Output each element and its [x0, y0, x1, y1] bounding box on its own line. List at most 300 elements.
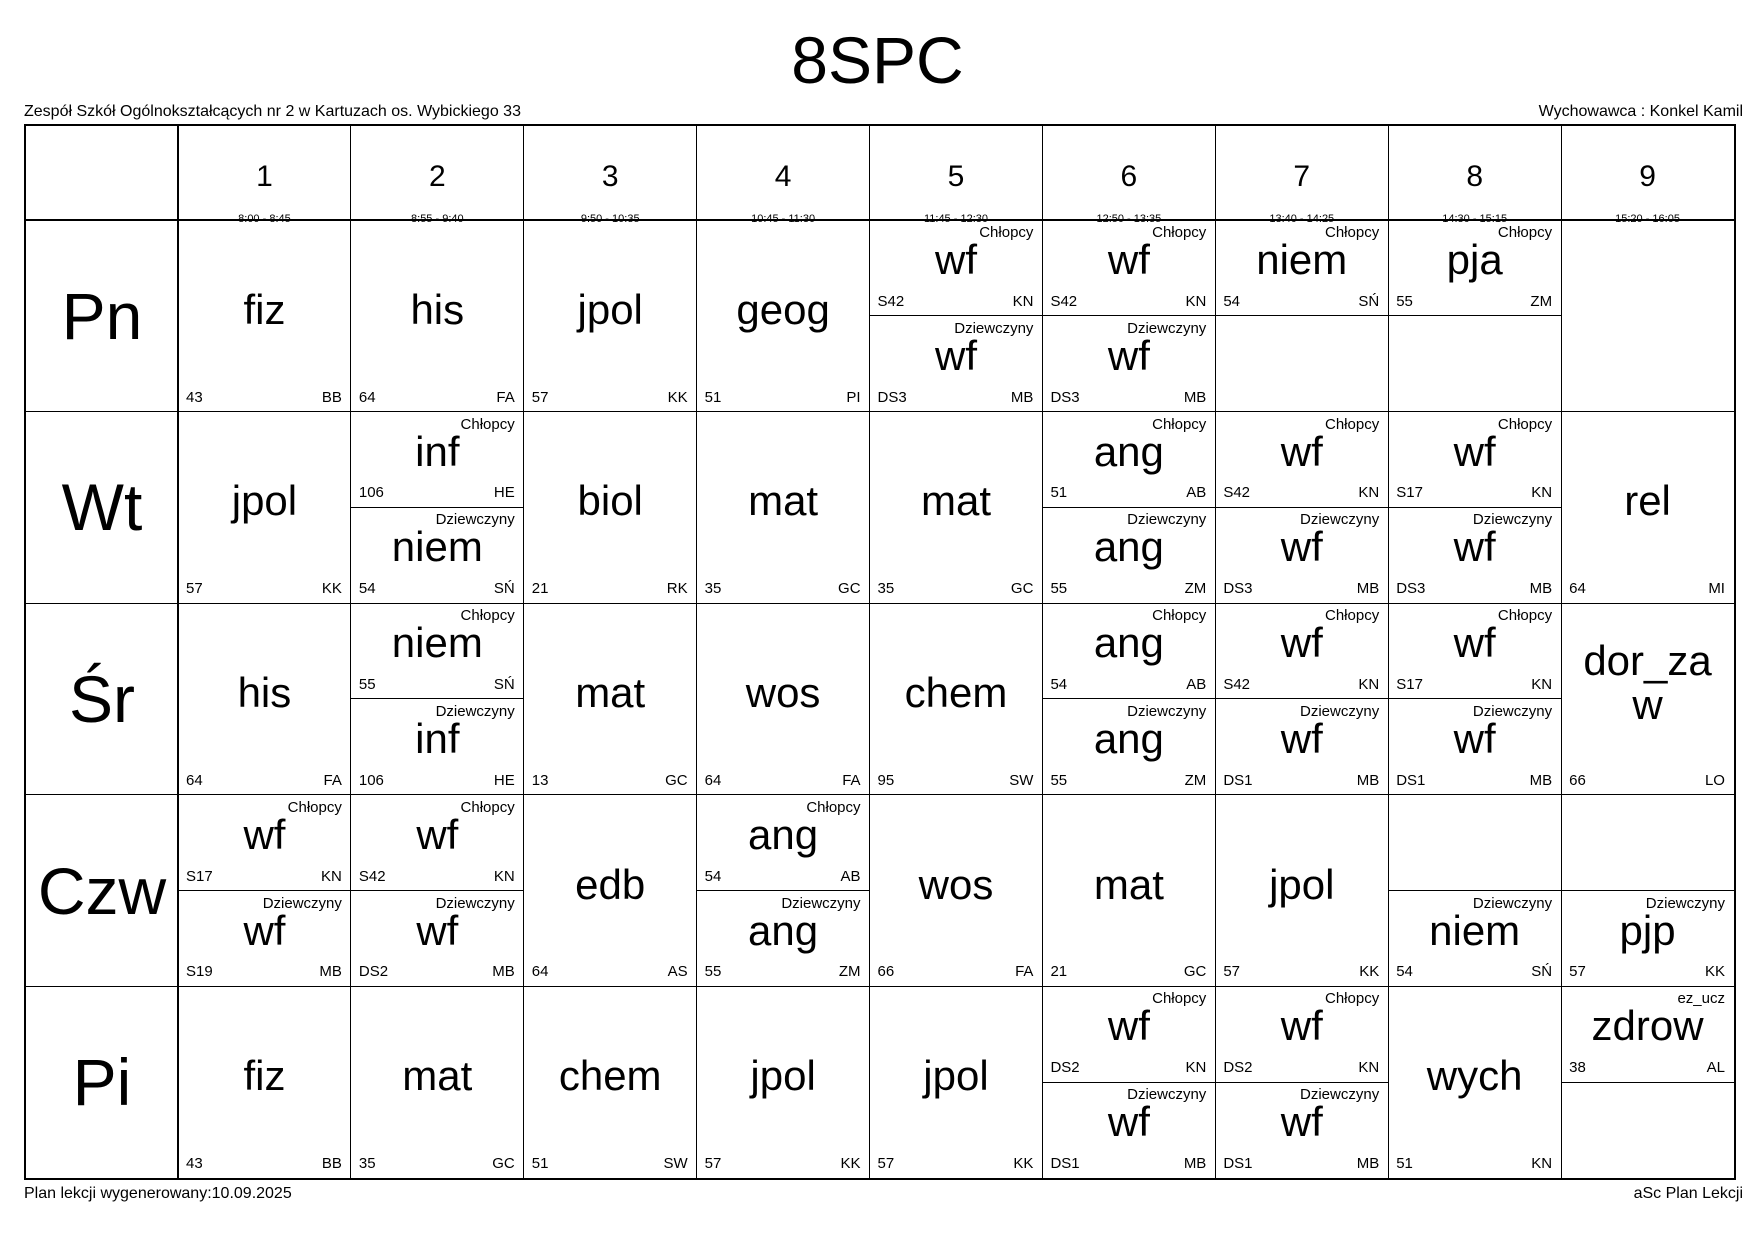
subject-name: wos: [745, 668, 821, 716]
subject-name: wf: [934, 236, 977, 283]
group-label: Chłopcy: [460, 607, 515, 625]
subject-name: mat: [748, 477, 819, 525]
period-header: [1215, 126, 1388, 220]
teacher-code: GC: [1010, 580, 1034, 598]
lesson-cell: [351, 795, 524, 987]
subject-name: wych: [1426, 1052, 1523, 1100]
subject-name: wf: [1107, 236, 1150, 283]
grid-line: [1215, 126, 1216, 1178]
subject-name: wf: [1280, 619, 1323, 667]
period-header: [697, 126, 870, 220]
subject-name: mat: [920, 477, 991, 525]
subject-name: wf: [1280, 1098, 1323, 1146]
grid-line: [696, 126, 697, 1178]
period-number: 9: [1639, 160, 1656, 193]
lesson-cell: [1042, 603, 1215, 795]
group-label: Chłopcy: [1325, 415, 1380, 433]
subject-name: zdrow: [1591, 1002, 1704, 1050]
grid-line: [26, 219, 1734, 221]
group-label: Dziewczyny: [1127, 511, 1207, 529]
group-label: Dziewczyny: [781, 894, 861, 912]
room-number: 64: [358, 388, 376, 406]
lesson-cell: [178, 412, 351, 604]
group-label: Chłopcy: [460, 415, 515, 433]
teacher-code: FA: [1015, 963, 1034, 981]
subject-name: wos: [918, 860, 994, 908]
lesson-cell: [1561, 795, 1734, 987]
room-number: S17: [1396, 484, 1423, 502]
teacher-code: HE: [493, 771, 515, 789]
subject-name: mat: [402, 1052, 473, 1100]
split-line: [1215, 315, 1388, 316]
split-line: [1042, 315, 1215, 316]
group-label: Dziewczyny: [1645, 894, 1725, 912]
room-number: 106: [358, 484, 384, 502]
subject-name: wf: [1280, 714, 1323, 762]
teacher-code: BB: [321, 388, 342, 406]
group-label: Chłopcy: [1497, 607, 1553, 625]
subject-name: his: [410, 285, 465, 333]
lesson-cell: [351, 220, 524, 412]
generated-date: Plan lekcji wygenerowany:10.09.2025: [24, 1185, 292, 1202]
lesson-cell: [1215, 795, 1388, 987]
room-number: 55: [1396, 292, 1413, 310]
teacher-code: SŃ: [1358, 292, 1380, 310]
period-number: 3: [601, 160, 619, 193]
grid-line: [1042, 126, 1043, 1178]
subject-name: wf: [416, 810, 459, 858]
subject-name: inf: [415, 427, 460, 475]
subject-name: wf: [1280, 523, 1323, 571]
subject-name: wf: [934, 331, 977, 379]
room-number: 55: [704, 963, 722, 981]
day-label: Czw: [37, 853, 167, 928]
teacher-code: KN: [321, 867, 342, 885]
lesson-cell: [1215, 603, 1388, 795]
lesson-cell: [697, 412, 870, 604]
subject-name: ang: [1093, 523, 1164, 571]
room-number: 35: [358, 1154, 376, 1172]
split-line: [1042, 507, 1215, 508]
room-number: DS3: [1050, 388, 1080, 406]
timetable-grid: [24, 124, 1736, 1180]
school-name: Zespół Szkół Ogólnokształcących nr 2 w Kartuzach os. Wybickiego 33: [24, 103, 521, 120]
teacher-code: MB: [1183, 1154, 1207, 1172]
group-label: Dziewczyny: [1472, 511, 1553, 529]
room-number: DS1: [1396, 771, 1426, 789]
teacher-code: KN: [1531, 484, 1553, 502]
room-number: S42: [1223, 484, 1251, 502]
room-number: 38: [1569, 1059, 1586, 1077]
teacher-code: ZM: [1530, 292, 1553, 310]
lesson-cell: [697, 603, 870, 795]
room-number: 57: [1223, 963, 1241, 981]
group-label: Dziewczyny: [1472, 702, 1553, 720]
group-label: Dziewczyny: [1300, 511, 1380, 529]
teacher-code: SŃ: [493, 580, 515, 598]
teacher-code: KN: [493, 867, 515, 885]
split-line: [1042, 698, 1215, 699]
room-number: 35: [704, 580, 722, 598]
teacher-code: KN: [1358, 484, 1380, 502]
lesson-cell: [1042, 412, 1215, 604]
split-line: [1215, 507, 1388, 508]
lesson-cell: [1042, 220, 1215, 412]
lesson-cell: [351, 603, 524, 795]
subject-name: edb: [575, 860, 646, 908]
room-number: DS3: [1396, 580, 1426, 598]
split-line: [1388, 698, 1561, 699]
room-number: 51: [1396, 1154, 1413, 1172]
group-label: Dziewczyny: [435, 894, 515, 912]
room-number: 54: [1223, 292, 1241, 310]
subject-name: wf: [1453, 714, 1496, 762]
teacher-code: KK: [1013, 1154, 1034, 1172]
period-header: [178, 126, 351, 220]
room-number: DS1: [1223, 771, 1253, 789]
split-line: [697, 890, 870, 891]
split-line: [1042, 1082, 1215, 1083]
lesson-cell: [1388, 603, 1561, 795]
subject-name: dor_za w: [1583, 637, 1712, 729]
lesson-cell: [1215, 220, 1388, 412]
lesson-cell: [1042, 986, 1215, 1178]
teacher-code: GC: [492, 1154, 515, 1172]
subject-name: jpol: [923, 1052, 989, 1100]
lesson-cell: [697, 986, 870, 1178]
split-line: [178, 890, 351, 891]
subject-name: wf: [416, 906, 459, 954]
lesson-cell: [178, 986, 351, 1178]
group-label: Dziewczyny: [262, 894, 342, 912]
teacher-code: MI: [1708, 580, 1725, 598]
period-header: [524, 126, 697, 220]
group-label: Dziewczyny: [1300, 702, 1380, 720]
period-number: 6: [1120, 160, 1138, 193]
room-number: 54: [358, 580, 376, 598]
lesson-cell: [1561, 986, 1734, 1178]
teacher-code: MB: [319, 963, 342, 981]
teacher-code: KN: [1185, 1059, 1207, 1077]
subject-name: jpol: [750, 1052, 816, 1100]
subject-name: ang: [1093, 619, 1164, 667]
room-number: 64: [186, 771, 203, 789]
subject-name: pjp: [1619, 906, 1676, 954]
teacher-code: KN: [1531, 1154, 1553, 1172]
subject-name: mat: [1093, 860, 1164, 908]
lesson-cell: [1388, 220, 1561, 412]
lesson-cell: [1388, 986, 1561, 1178]
teacher-code: KN: [1012, 292, 1034, 310]
period-header: [1388, 126, 1561, 220]
subject-name: wf: [1107, 1098, 1150, 1146]
room-number: 106: [358, 771, 384, 789]
teacher-code: HE: [493, 484, 515, 502]
teacher-code: KK: [667, 388, 688, 406]
room-number: 64: [531, 963, 549, 981]
room-number: S42: [358, 867, 386, 885]
subject-name: ang: [1093, 714, 1164, 762]
group-label: Dziewczyny: [1127, 702, 1207, 720]
day-label: Śr: [69, 661, 135, 736]
lesson-cell: [524, 412, 697, 604]
teacher-code: AS: [667, 963, 688, 981]
teacher-code: MB: [1010, 388, 1034, 406]
room-number: 51: [531, 1154, 549, 1172]
teacher-code: PI: [846, 388, 861, 406]
subject-name: niem: [391, 619, 483, 667]
lesson-cell: [870, 412, 1043, 604]
room-number: 95: [877, 771, 895, 789]
room-number: DS3: [877, 388, 907, 406]
subject-name: wf: [1280, 1002, 1323, 1050]
grid-line: [26, 411, 1734, 412]
teacher-code: AL: [1706, 1059, 1725, 1077]
lesson-cell: [351, 986, 524, 1178]
teacher-code: KK: [840, 1154, 861, 1172]
lesson-cell: [351, 412, 524, 604]
lesson-cell: [524, 986, 697, 1178]
period-number: 7: [1293, 160, 1311, 193]
room-number: 13: [531, 771, 549, 789]
teacher-code: ZM: [1184, 771, 1207, 789]
teacher-code: SŃ: [493, 675, 515, 693]
teacher-code: LO: [1704, 771, 1725, 789]
room-number: S17: [186, 867, 213, 885]
room-number: S42: [1050, 292, 1078, 310]
lesson-cell: [1042, 795, 1215, 987]
subject-name: ang: [748, 810, 819, 858]
subject-name: niem: [1429, 906, 1521, 954]
group-label: Chłopcy: [1152, 224, 1207, 241]
room-number: DS3: [1223, 580, 1253, 598]
teacher-code: GC: [838, 580, 861, 598]
subject-name: fiz: [243, 285, 286, 333]
subject-name: geog: [736, 285, 830, 333]
lesson-cell: [870, 220, 1043, 412]
room-number: 57: [186, 580, 203, 598]
teacher-code: FA: [496, 388, 515, 406]
room-number: 66: [1569, 771, 1586, 789]
split-line: [1388, 890, 1561, 891]
subject-name: mat: [575, 668, 646, 716]
teacher-code: KN: [1358, 1059, 1380, 1077]
period-number: 5: [947, 160, 965, 193]
grid-line: [26, 794, 1734, 795]
day-label: Pn: [61, 278, 143, 353]
group-label: Chłopcy: [1325, 607, 1380, 625]
room-number: 55: [1050, 580, 1068, 598]
room-number: 43: [186, 1154, 203, 1172]
split-line: [1561, 1082, 1734, 1083]
subject-name: jpol: [577, 285, 643, 333]
lesson-cell: [870, 603, 1043, 795]
subject-name: inf: [415, 714, 460, 762]
teacher-code: KK: [1359, 963, 1380, 981]
subject-name: his: [237, 668, 292, 716]
teacher-code: AB: [1186, 675, 1207, 693]
split-line: [351, 890, 524, 891]
group-label: Dziewczyny: [954, 319, 1034, 337]
day-label: Pi: [72, 1045, 132, 1120]
room-number: 43: [186, 388, 203, 406]
split-line: [351, 698, 524, 699]
lesson-cell: [1215, 412, 1388, 604]
teacher-code: MB: [1356, 580, 1380, 598]
grid-line: [350, 126, 351, 1178]
room-number: DS2: [1223, 1059, 1253, 1077]
split-line: [870, 315, 1043, 316]
subject-name: rel: [1624, 477, 1671, 525]
subject-name: wf: [1453, 619, 1496, 667]
period-header: [1561, 126, 1734, 220]
subject-name: wf: [1107, 331, 1150, 379]
teacher-code: AB: [840, 867, 861, 885]
period-number: 8: [1466, 160, 1483, 193]
room-number: 51: [1050, 484, 1068, 502]
lesson-cell: [1561, 603, 1734, 795]
subject-name: jpol: [231, 477, 298, 525]
group-label: Chłopcy: [806, 798, 861, 816]
teacher-code: MB: [1529, 580, 1553, 598]
group-label: Chłopcy: [1152, 415, 1207, 433]
period-number: 2: [428, 160, 446, 193]
room-number: 66: [877, 963, 895, 981]
room-number: 55: [1050, 771, 1068, 789]
lesson-cell: [178, 220, 351, 412]
subject-name: fiz: [243, 1052, 286, 1100]
room-number: 54: [704, 867, 722, 885]
subject-name: chem: [904, 668, 1008, 716]
room-number: 21: [1050, 963, 1068, 981]
lesson-cell: [178, 603, 351, 795]
day-label: Wt: [61, 470, 143, 545]
teacher-code: AB: [1186, 484, 1207, 502]
room-number: 55: [358, 675, 376, 693]
page-title: 8SPC: [791, 23, 964, 97]
split-line: [1388, 315, 1561, 316]
period-header: [870, 126, 1043, 220]
room-number: DS2: [1050, 1059, 1080, 1077]
room-number: 57: [531, 388, 549, 406]
grid-line: [177, 126, 179, 1178]
group-label: Chłopcy: [1152, 990, 1207, 1008]
room-number: 57: [704, 1154, 722, 1172]
room-number: 57: [877, 1154, 895, 1172]
subject-name: wf: [1280, 427, 1323, 475]
teacher-code: KN: [1185, 292, 1207, 310]
lesson-cell: [524, 795, 697, 987]
teacher-code: ZM: [838, 963, 861, 981]
teacher-code: MB: [1356, 1154, 1380, 1172]
teacher-code: SW: [1009, 771, 1034, 789]
subject-name: chem: [558, 1052, 662, 1100]
group-label: Dziewczyny: [435, 702, 515, 720]
subject-name: wf: [243, 906, 286, 954]
room-number: S17: [1396, 675, 1423, 693]
room-number: 57: [1569, 963, 1586, 981]
group-label: Dziewczyny: [1300, 1086, 1380, 1104]
lesson-cell: [178, 795, 351, 987]
group-label: Chłopcy: [1152, 607, 1207, 625]
group-label: Chłopcy: [1325, 224, 1380, 241]
subject-name: wf: [1453, 427, 1496, 475]
lesson-cell: [697, 795, 870, 987]
teacher-code: MB: [1356, 771, 1380, 789]
lesson-cell: [1388, 412, 1561, 604]
subject-name: wf: [1453, 523, 1496, 571]
group-label: Chłopcy: [287, 798, 342, 816]
lesson-cell: [1388, 795, 1561, 987]
teacher-code: KK: [321, 580, 342, 598]
grid-line: [1388, 126, 1389, 1178]
teacher-code: MB: [1529, 771, 1553, 789]
room-number: 35: [877, 580, 895, 598]
group-label: Chłopcy: [979, 224, 1034, 241]
grid-line: [26, 603, 1734, 604]
subject-name: jpol: [1269, 860, 1335, 908]
room-number: 54: [1396, 963, 1413, 981]
room-number: S42: [1223, 675, 1251, 693]
lesson-cell: [870, 986, 1043, 1178]
subject-name: pja: [1446, 236, 1503, 283]
subject-name: niem: [391, 523, 483, 571]
room-number: DS2: [358, 963, 389, 981]
period-header: [1042, 126, 1215, 220]
group-label: ez_ucz: [1677, 990, 1725, 1008]
teacher-code: MB: [1183, 388, 1207, 406]
room-number: 51: [704, 388, 722, 406]
lesson-cell: [524, 603, 697, 795]
group-label: Dziewczyny: [435, 511, 515, 529]
grid-line: [26, 986, 1734, 987]
group-label: Dziewczyny: [1472, 894, 1553, 912]
teacher-code: KN: [1531, 675, 1553, 693]
teacher-code: ZM: [1184, 580, 1207, 598]
teacher-code: MB: [492, 963, 515, 981]
split-line: [1215, 1082, 1388, 1083]
teacher-code: RK: [666, 580, 688, 598]
teacher-code: KN: [1358, 675, 1380, 693]
class-teacher: Wychowawca : Konkel Kamil: [1538, 103, 1743, 120]
room-number: DS1: [1223, 1154, 1253, 1172]
subject-name: wf: [243, 810, 286, 858]
period-header: [351, 126, 524, 220]
lesson-cell: [1215, 986, 1388, 1178]
group-label: Chłopcy: [1497, 415, 1553, 433]
grid-line: [1561, 126, 1562, 1178]
room-number: 54: [1050, 675, 1068, 693]
grid-line: [869, 126, 870, 1178]
teacher-code: FA: [842, 771, 861, 789]
subject-name: biol: [577, 477, 643, 525]
lesson-cell: [697, 220, 870, 412]
split-line: [1215, 698, 1388, 699]
room-number: DS1: [1050, 1154, 1080, 1172]
room-number: S19: [186, 963, 213, 981]
group-label: Dziewczyny: [1127, 319, 1207, 337]
split-line: [1388, 507, 1561, 508]
split-line: [351, 507, 524, 508]
group-label: Chłopcy: [1325, 990, 1380, 1008]
lesson-cell: [524, 220, 697, 412]
period-number: 4: [774, 160, 792, 193]
teacher-code: KK: [1704, 963, 1725, 981]
lesson-cell: [870, 795, 1043, 987]
room-number: 64: [704, 771, 722, 789]
app-brand: aSc Plan Lekcji: [1633, 1185, 1743, 1202]
subject-name: ang: [748, 906, 819, 954]
